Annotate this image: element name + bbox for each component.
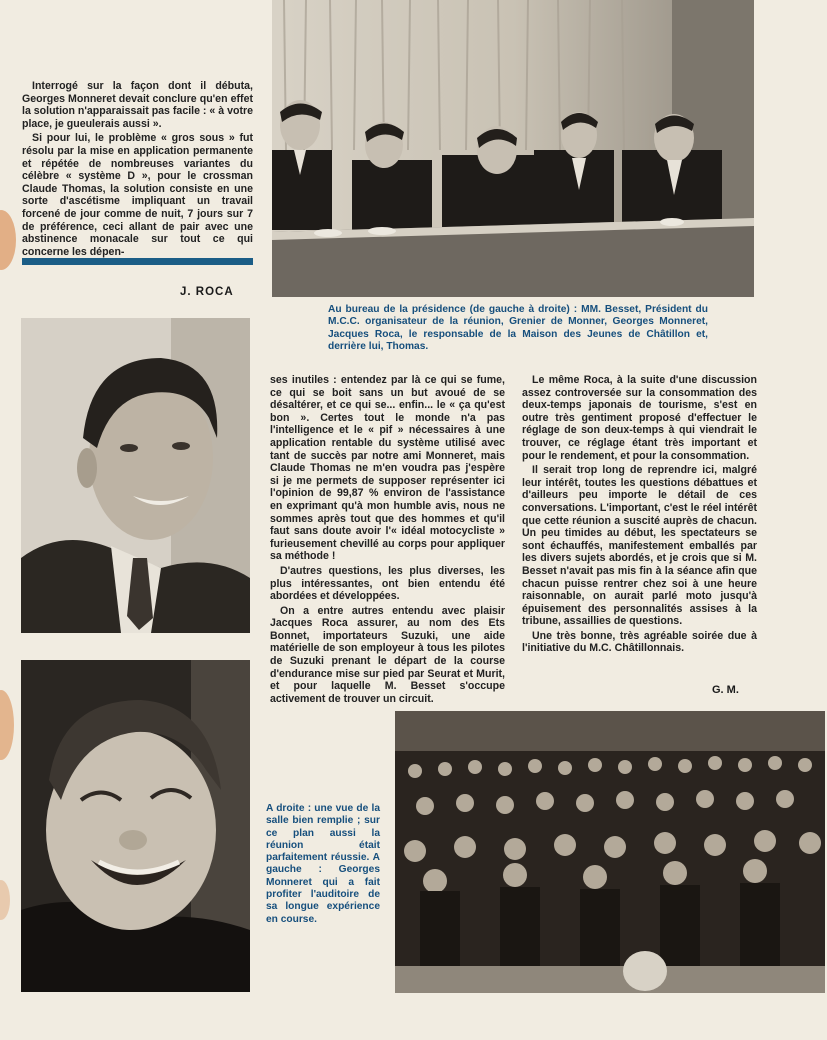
- monneret-portrait-photo: [21, 660, 250, 992]
- article-paragraph: D'autres questions, les plus diverses, les plus intéressantes, ont bien entendu été abordées et développées.: [270, 564, 505, 603]
- paper-stain: [0, 210, 16, 270]
- author-signature: G. M.: [712, 684, 739, 696]
- article-paragraph: Le même Roca, à la suite d'une discussion assez controversée sur la consommation des deux-temps japonais de tourisme, s'est en outre très gentiment proposé d'effectuer le réglage de son deux-temps à qui viendrait le trouver, ce réglage étant très important et pour le rendement, et pour la consommation.: [522, 374, 757, 462]
- paper-stain: [0, 690, 14, 760]
- intro-paragraph: Si pour lui, le problème « gros sous » fut résolu par la mise en application permanente et répétée de nombreuses variantes du célèbre « système D », pour le crossman Claude Thomas, la solution consiste en une sorte d'ascétisme impliquant un travail forcené de jour comme de nuit, 7 jours sur 7 de préférence, ceci allant de pair avec une abstinence monacale sur tout ce qui concerne les dépen-: [22, 132, 253, 258]
- article-paragraph: ses inutiles : entendez par là ce qui se fume, ce qui se boit sans un but avoué de se désaltérer, et ce qui se... enfin... le « ça qu'est bon ». Certes tout le monde n'a pas l'intelligence et le « pif » nécessaires à une application rentable du système utilisé avec tant de succès par notre ami Monneret, mais Claude Thomas ne m'en voudra pas j'espère si je me permets de supposer représenter ici l'opinion de 99,87 % environ de l'assistance en exprimant qu'à mon humble avis, nous ne sommes après tout que des hommes et qu'il faut sans doute avoir l'« idéal motocycliste » furieusement chevillé au corps pour appliquer sa méthode !: [270, 374, 505, 563]
- intro-paragraph: Interrogé sur la façon dont il débuta, Georges Monneret devait conclure qu'en effet la solution n'apparaissait pas facile : « à votre place, je gueulerais aussi ».: [22, 80, 253, 130]
- article-paragraph: On a entre autres entendu avec plaisir Jacques Roca assurer, au nom des Ets Bonnet, importateurs Suzuki, une aide matérielle de son employeur à tous les pilotes de Suzuki prenant le départ de la course d'endurance mise sur pied par Seurat et Murit, et pour laquelle M. Besset s'occupe activement de trouver un circuit.: [270, 604, 505, 705]
- article-paragraph: Il serait trop long de reprendre ici, malgré leur intérêt, toutes les questions débattues et d'ailleurs peu importe le détail de ces conversations. L'important, c'est le réel intérêt que cette réunion a suscité auprès de chacun. Un peu timides au début, les spectateurs se sont échauffés, manifestement emballés par les divers sujets abordés, et je crois que si M. Besset n'avait pas mis fin à la séance afin que chacun puisse rentrer chez soi à une heure raisonnable, on aurait parlé moto jusqu'à épuisement des personnalités assises à la tribune, assaillies de questions.: [522, 464, 757, 628]
- article-column-middle: [270, 374, 505, 705]
- presidency-table-photo: [272, 0, 754, 297]
- article-paragraph: Une très bonne, très agréable soirée due à l'initiative du M.C. Châtillonnais.: [522, 629, 757, 655]
- article-column-right: [522, 374, 757, 655]
- blue-rule: [22, 258, 253, 265]
- intro-text: [22, 80, 253, 258]
- audience-photo: [395, 711, 825, 993]
- caption-audience: A droite : une vue de la salle bien remplie ; sur ce plan aussi la réunion était parfaitement réussie. A gauche : Georges Monneret qui a fait profiter l'auditoire de sa longue expérience en course.: [266, 803, 380, 925]
- caption-presidency: Au bureau de la présidence (de gauche à droite) : MM. Besset, Président du M.C.C. organisateur de la réunion, Grenier de Monner, Georges Monneret, Jacques Roca, le responsable de la Maison des Jeunes de Châtillon et, derrière lui, Thomas.: [328, 304, 708, 352]
- author-signature: J. ROCA: [180, 286, 234, 298]
- roca-portrait-photo: [21, 318, 250, 633]
- paper-stain: [0, 880, 10, 920]
